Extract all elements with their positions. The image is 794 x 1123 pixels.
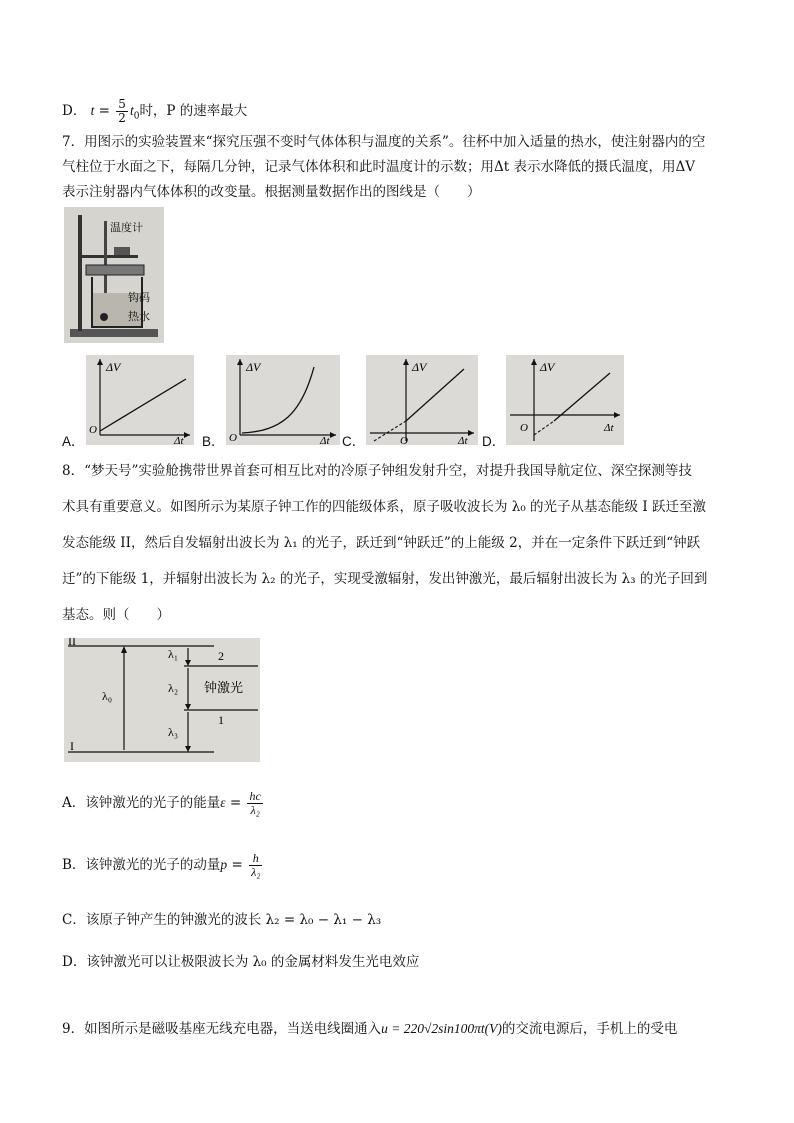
origin-label: O — [89, 424, 97, 436]
q8-option-b[interactable]: B．该钟激光的光子的动量p = $\frac{h}{\text{λ₂}}$ — [62, 851, 261, 879]
y-axis-label: ΔV — [412, 360, 427, 374]
lambda2-label: λ₂ — [168, 681, 179, 695]
q8-text-line-5: 基态。则（ ） — [62, 607, 170, 623]
fraction-hc-lambda2: $\frac{hc}{\text{λ₂}}$ — [249, 789, 261, 817]
q8-text-line-4: 迁”的下能级 1，并辐射出波长为 λ₂ 的光子，实现受激辐射，发出钟激光，最后辐射出波长为 λ₃ 的光子回到 — [62, 571, 708, 587]
q7-option-d-label[interactable]: D． — [482, 434, 506, 449]
origin-label: O — [400, 435, 408, 445]
q7-text-line-2: 气柱位于水面之下，每隔几分钟，记录气体体积和此时温度计的示数；用Δt 表示水降低的摄氏温度，用ΔV — [62, 159, 695, 175]
hot-water-label: 热水 — [128, 311, 150, 323]
q7-text-line-1: 7．用图示的实验装置来“探究压强不变时气体体积与温度的关系”。往杯中加入适量的热水，使注射器内的空 — [62, 134, 706, 150]
q8-option-d[interactable]: D．该钟激光可以让极限波长为 λ₀ 的金属材料发生光电效应 — [62, 954, 420, 970]
fraction-5-2: $\frac{5}{2}$ — [118, 97, 126, 125]
q7-option-a-label[interactable]: A． — [62, 434, 85, 449]
q6-option-d: D． t = $\frac{5}{2}$ $t_0$时，P 的速率最大 — [62, 97, 248, 125]
lambda3-label: λ₃ — [168, 725, 179, 739]
x-axis-label: Δt — [604, 422, 614, 434]
q8-option-c[interactable]: C．该原子钟产生的钟激光的波长 λ₂ = λ₀ − λ₁ − λ₃ — [62, 912, 382, 928]
q8-text-line-2: 术具有重要意义。如图所示为某原子钟工作的四能级体系，原子吸收波长为 λ₀ 的光子从基态能级 I 跃迁至激 — [62, 499, 706, 515]
x-axis-label: Δt — [174, 435, 184, 445]
apparatus-figure — [64, 207, 164, 343]
y-axis-label: ΔV — [540, 360, 555, 374]
x-axis-label: Δt — [458, 435, 468, 445]
lambda1-label: λ₁ — [168, 647, 179, 661]
lambda0-label: λ₀ — [102, 689, 113, 703]
q8-text-line-1: 8．“梦天号”实验舱携带世界首套可相互比对的冷原子钟组发射升空，对提升我国导航定位、深空探测等技 — [62, 463, 692, 479]
origin-label: O — [229, 432, 237, 444]
q8-option-a[interactable]: A．该钟激光的光子的能量ε = $\frac{hc}{\text{λ₂}}$ — [62, 789, 261, 817]
q7-option-d-graph — [506, 355, 624, 445]
apparatus-illustration — [64, 207, 164, 343]
q7-option-a-graph — [86, 355, 194, 445]
energy-level-diagram — [64, 638, 260, 762]
fraction-h-lambda2: $\frac{h}{\text{λ₂}}$ — [251, 851, 261, 879]
x-axis-label: Δt — [320, 435, 330, 445]
origin-label: O — [520, 422, 528, 434]
level-1-label: 1 — [218, 713, 224, 727]
q8-text-line-3: 发态能级 II，然后自发辐射出波长为 λ₁ 的光子，跃迁到“钟跃迁”的上能级 2，并在一定条件下跃迁到“钟跃 — [62, 535, 701, 551]
y-axis-label: ΔV — [246, 360, 261, 374]
q7-option-b-label[interactable]: B． — [202, 434, 225, 449]
q7-option-b-graph — [226, 355, 340, 445]
q7-option-c-graph — [366, 355, 478, 445]
q7-text-line-3: 表示注射器内气体体积的改变量。根据测量数据作出的图线是（ ） — [62, 184, 481, 200]
level-2-label: 2 — [218, 649, 224, 663]
thermometer-label: 温度计 — [110, 222, 143, 234]
q9-text-line-1: 9．如图所示是磁吸基座无线充电器，当送电线圈通入u = 220√2sin100πt(V)的交流电源后，手机上的受电 — [62, 1021, 678, 1037]
q7-option-c-label[interactable]: C． — [342, 434, 366, 449]
level-I-label: I — [70, 739, 74, 753]
weight-label: 钩码 — [128, 292, 150, 304]
y-axis-label: ΔV — [106, 360, 121, 374]
level-II-label: II — [68, 638, 76, 648]
clock-laser-label: 钟激光 — [204, 680, 244, 695]
